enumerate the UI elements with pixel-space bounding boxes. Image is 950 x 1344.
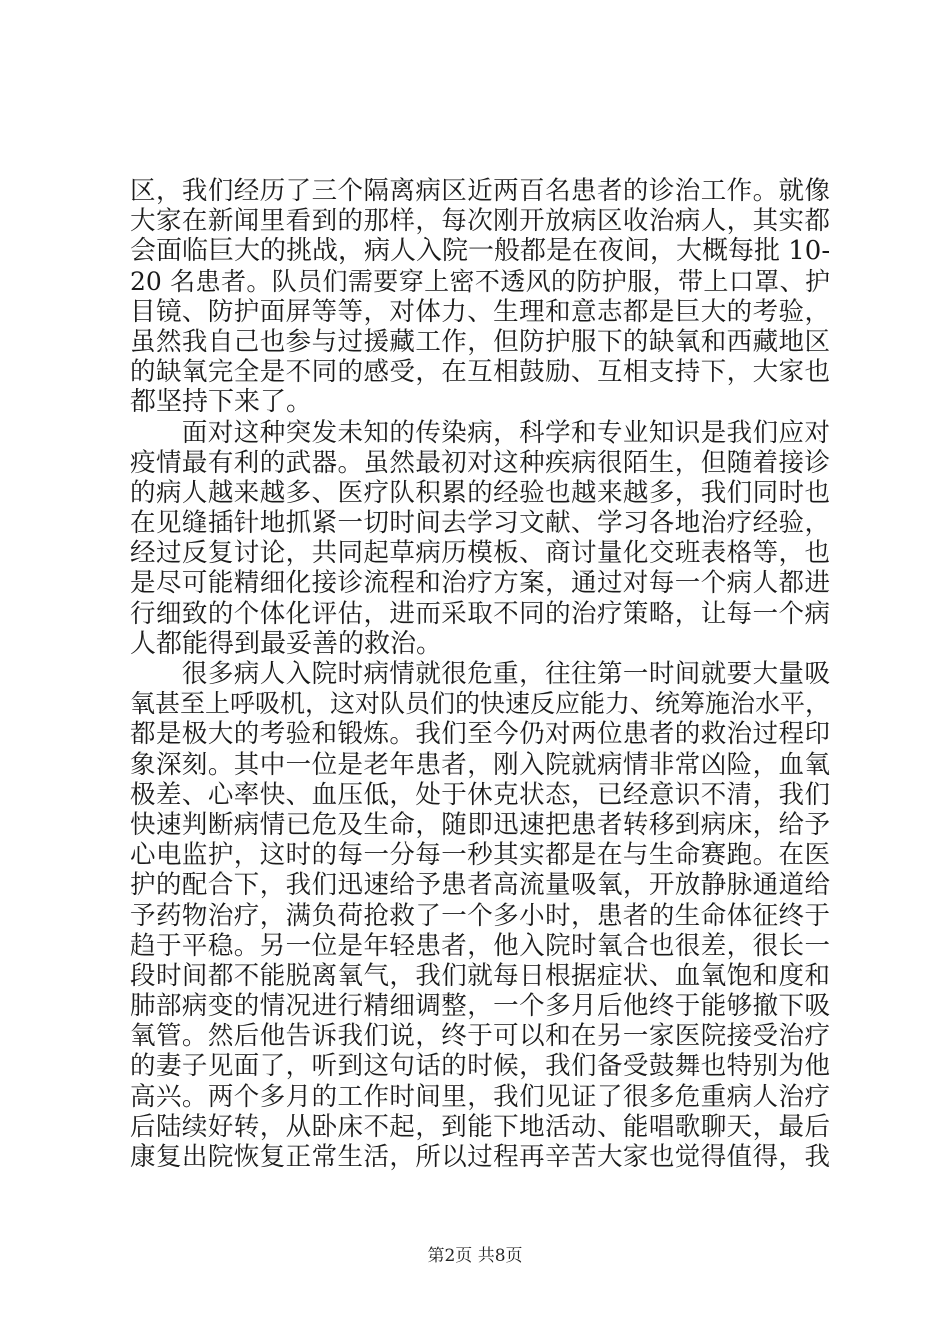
text-line: 后陆续好转，从卧床不起，到能下地活动、能唱歌聊天，最后 (130, 1111, 830, 1142)
text-line: 的缺氧完全是不同的感受，在互相鼓励、互相支持下，大家也 (130, 357, 830, 388)
text-line: 高兴。两个多月的工作时间里，我们见证了很多危重病人治疗 (130, 1081, 830, 1112)
text-line: 象深刻。其中一位是老年患者，刚入院就病情非常凶险，血氧 (130, 749, 830, 780)
text-line: 很多病人入院时病情就很危重，往往第一时间就要大量吸 (130, 659, 830, 689)
text-line: 虽然我自己也参与过援藏工作，但防护服下的缺氧和西藏地区 (130, 326, 830, 357)
document-body (130, 176, 830, 1172)
text-line: 在见缝插针地抓紧一切时间去学习文献、学习各地治疗经验， (130, 508, 830, 539)
text-line: 目镜、防护面屏等等，对体力、生理和意志都是巨大的考验， (130, 296, 830, 327)
text-line: 都坚持下来了。 (130, 387, 313, 418)
text-line: 的病人越来越多、医疗队积累的经验也越来越多，我们同时也 (130, 477, 830, 508)
text-line: 都是极大的考验和锻炼。我们至今仍对两位患者的救治过程印 (130, 719, 830, 750)
text-line: 大家在新闻里看到的那样，每次刚开放病区收治病人，其实都 (130, 206, 830, 237)
text-line: 行细致的个体化评估，进而采取不同的治疗策略，让每一个病 (130, 598, 830, 629)
text-line: 20 名患者。队员们需要穿上密不透风的防护服，带上口罩、护 (130, 266, 830, 296)
text-line: 肺部病变的情况进行精细调整，一个多月后他终于能够撤下吸 (130, 991, 830, 1022)
text-line: 面对这种突发未知的传染病，科学和专业知识是我们应对 (130, 417, 830, 448)
text-line: 经过反复讨论，共同起草病历模板、商讨量化交班表格等，也 (130, 538, 830, 569)
text-line: 快速判断病情已危及生命，随即迅速把患者转移到病床，给予 (130, 809, 830, 840)
text-line: 趋于平稳。另一位是年轻患者，他入院时氧合也很差，很长一 (130, 930, 830, 961)
text-line: 会面临巨大的挑战，病人入院一般都是在夜间，大概每批 10- (130, 236, 831, 267)
text-line: 康复出院恢复正常生活，所以过程再辛苦大家也觉得值得，我 (130, 1142, 830, 1172)
text-line: 护的配合下，我们迅速给予患者高流量吸氧，开放静脉通道给 (130, 870, 830, 901)
text-line: 区，我们经历了三个隔离病区近两百名患者的诊治工作。就像 (130, 176, 830, 206)
page-number-footer: 第2页 共8页 (427, 1246, 523, 1266)
text-line: 人都能得到最妥善的救治。 (130, 628, 443, 659)
text-line: 氧甚至上呼吸机，这对队员们的快速反应能力、统筹施治水平， (130, 689, 831, 719)
text-line: 疫情最有利的武器。虽然最初对这种疾病很陌生，但随着接诊 (130, 447, 830, 478)
text-line: 是尽可能精细化接诊流程和治疗方案，通过对每一个病人都进 (130, 568, 830, 599)
text-line: 段时间都不能脱离氧气，我们就每日根据症状、血氧饱和度和 (130, 960, 830, 991)
text-line: 的妻子见面了，听到这句话的时候，我们备受鼓舞也特别为他 (130, 1051, 830, 1082)
text-line: 极差、心率快、血压低，处于休克状态，已经意识不清，我们 (130, 779, 830, 810)
text-line: 予药物治疗，满负荷抢救了一个多小时，患者的生命体征终于 (130, 900, 830, 931)
text-line: 氧管。然后他告诉我们说，终于可以和在另一家医院接受治疗 (130, 1021, 830, 1052)
text-line: 心电监护，这时的每一分每一秒其实都是在与生命赛跑。在医 (130, 840, 830, 871)
